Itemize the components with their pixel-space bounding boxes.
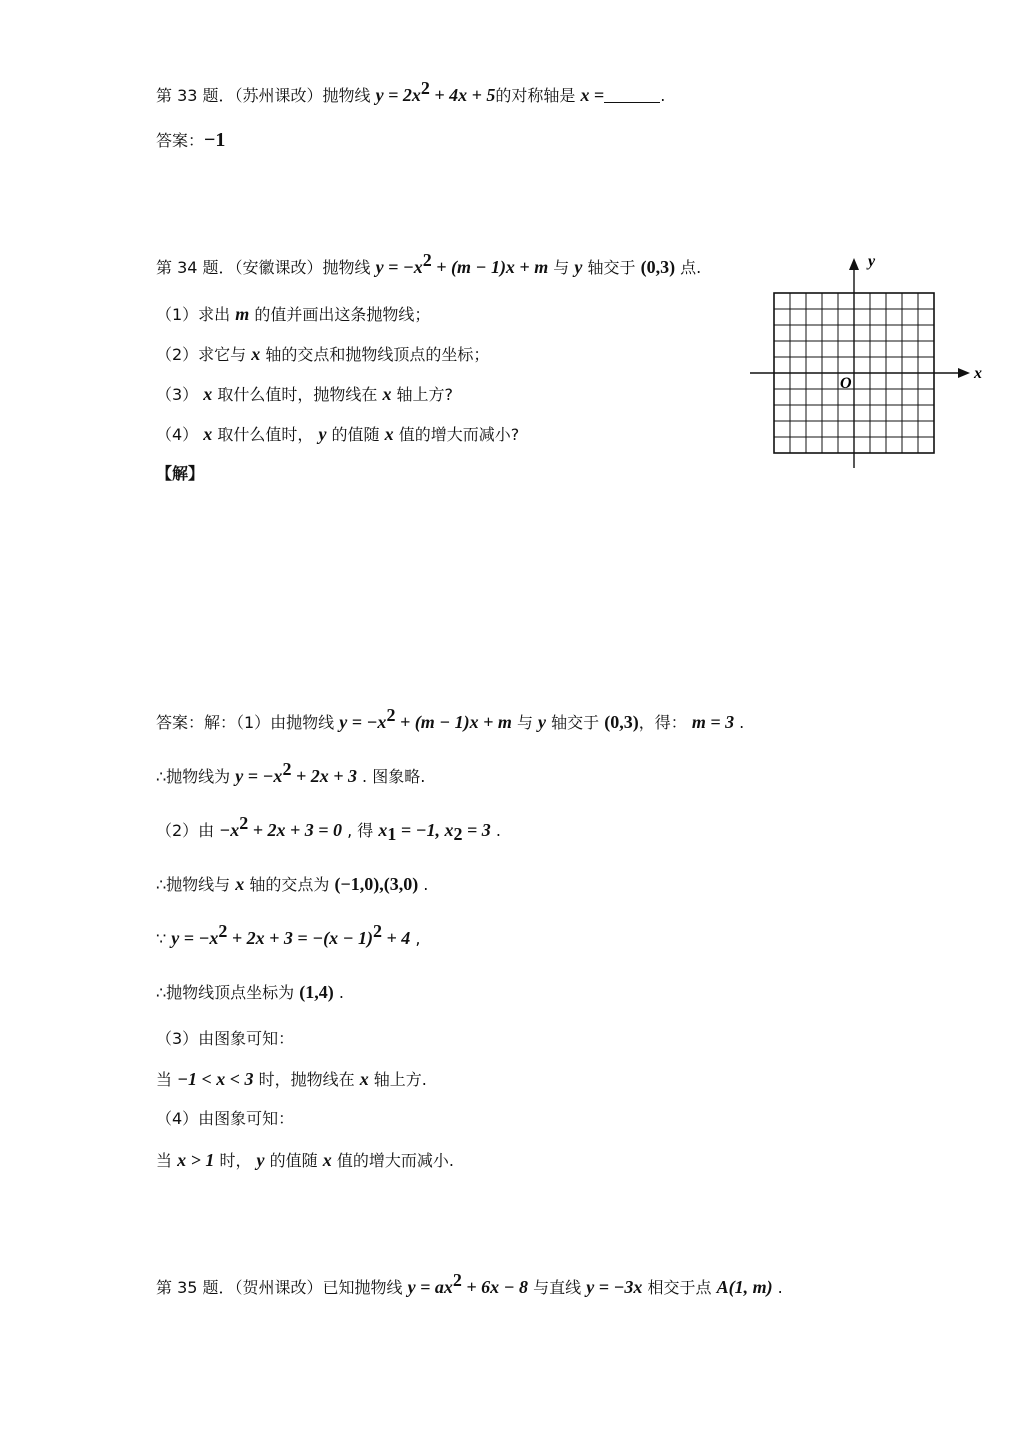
ans34-l5-text-b: , — [410, 929, 421, 948]
q35-point: A(1, m) — [716, 1277, 773, 1297]
ans34-l10-text-c: 的值随 — [264, 1151, 323, 1170]
ans34-l3-eq: −x — [219, 820, 240, 840]
q34-sub4-x2: x — [384, 424, 394, 444]
q33-period: . — [660, 86, 666, 105]
ans34-l6-point: (1,4) — [299, 982, 334, 1002]
ans34-line5 — [156, 921, 421, 951]
ans34-l5-because: ∵ — [156, 929, 172, 948]
q34-sub3-text-b: 取什么值时，抛物线在 — [212, 385, 383, 404]
ans34-line7: （3）由图象可知： — [156, 1029, 295, 1048]
ans34-line10 — [156, 1148, 454, 1173]
ans34-l6-text-a: ∴抛物线顶点坐标为 — [156, 983, 300, 1002]
ans34-l5-exp: 2 — [218, 921, 228, 941]
ans34-l4-text-c: . — [418, 875, 429, 894]
ans34-l3-exp: 2 — [239, 813, 249, 833]
q33-eq-sign: = — [589, 85, 605, 105]
q34-eq-main: y = −x — [375, 257, 423, 277]
ans34-l1-text-c: 轴交于 — [546, 713, 605, 732]
q34-line — [156, 250, 702, 280]
ans34-l1-text-e: . — [734, 713, 745, 732]
ans34-l5-eq3: + 4 — [382, 928, 411, 948]
ans34-l3-text-b: , 得 — [341, 821, 379, 840]
q33-eq-main: y = 2x — [375, 85, 421, 105]
q34-suffix: 点. — [675, 258, 702, 277]
ans34-l2-text-a: ∴抛物线为 — [156, 767, 236, 786]
q34-prefix: 第 34 题．（安徽课改）抛物线 — [156, 258, 376, 277]
q34-sub3 — [156, 382, 453, 407]
ans34-l8-eq: −1 < x < 3 — [177, 1069, 254, 1089]
ans34-l1-point: (0,3) — [604, 712, 639, 732]
ans34-l6-text-b: . — [333, 983, 344, 1002]
ans34-l10-text-b: 时， — [214, 1151, 257, 1170]
q34-mid: 与 — [548, 258, 575, 277]
ans34-l10-x: x — [322, 1150, 332, 1170]
q33-blank[interactable] — [604, 86, 660, 103]
ans34-l8-text-b: 时，抛物线在 — [253, 1070, 360, 1089]
q35-eq-rest: + 6x − 8 — [461, 1277, 529, 1297]
q34-eq-rest: + (m − 1)x + m — [431, 257, 549, 277]
q35-mid2: 相交于点 — [642, 1278, 717, 1297]
ans34-l3-x2: x — [444, 820, 454, 840]
ans34-l3-x1: x — [378, 820, 388, 840]
q33-line — [156, 78, 666, 108]
ans34-l5-eq: y = −x — [171, 928, 219, 948]
ans34-l2-exp: 2 — [282, 759, 292, 779]
ans34-l3-text-c: . — [490, 821, 501, 840]
q34-sub2 — [156, 342, 489, 367]
ans34-l10-text-a: 当 — [156, 1151, 178, 1170]
q35-eq-main: y = ax — [407, 1277, 453, 1297]
q35-mid: 与直线 — [528, 1278, 587, 1297]
q34-sub3-text-a: （3） — [156, 385, 204, 404]
ans34-l8-text-c: 轴上方. — [368, 1070, 427, 1089]
ans34-l3-sub2: 2 — [453, 824, 463, 844]
ans34-l8-text-a: 当 — [156, 1070, 178, 1089]
ans34-line9: （4）由图象可知： — [156, 1109, 295, 1128]
ans34-l3-val1: = −1, — [396, 820, 445, 840]
ans34-line3 — [156, 813, 501, 844]
ans34-l3-val2: = 3 — [462, 820, 491, 840]
ans34-line6 — [156, 980, 344, 1005]
coordinate-grid-figure — [744, 250, 984, 472]
ans34-l1-exp: 2 — [386, 705, 396, 725]
q34-sub4-text-a: （4） — [156, 425, 204, 444]
q34-sub1-text-a: （1）求出 — [156, 305, 236, 324]
ans34-l1-text-d: ，得： — [638, 713, 692, 732]
q33-answer-line — [156, 128, 225, 153]
ans34-l8-x: x — [359, 1069, 369, 1089]
q35-line — [156, 1270, 783, 1300]
ans34-l3-sub1: 1 — [387, 824, 397, 844]
q35-prefix: 第 35 题．（贺州课改）已知抛物线 — [156, 1278, 408, 1297]
ans34-line1 — [156, 705, 745, 735]
y-axis-label: y — [868, 253, 876, 270]
q34-yvar: y — [574, 257, 583, 277]
ans34-l3-eq2: + 2x + 3 = 0 — [248, 820, 342, 840]
q34-sub1-m: m — [235, 304, 250, 324]
origin-label: O — [840, 375, 852, 392]
ans34-l1-result: m = 3 — [691, 712, 735, 732]
ans34-l4-text-a: ∴抛物线与 — [156, 875, 236, 894]
ans34-l2-eq2: + 2x + 3 — [291, 766, 357, 786]
ans34-l1-eq: y = −x — [339, 712, 387, 732]
ans34-l4-text-b: 轴的交点为 — [244, 875, 335, 894]
q33-answer-label: 答案： — [156, 131, 205, 150]
q35-eq-exp: 2 — [452, 1270, 462, 1290]
ans34-l2-eq: y = −x — [235, 766, 283, 786]
q34-eq-exp: 2 — [422, 250, 432, 270]
q34-point: (0,3) — [640, 257, 676, 277]
q35-line-eq: y = −3x — [586, 1277, 643, 1297]
ans34-l2-text-b: . 图象略. — [356, 767, 426, 786]
q34-sub3-x: x — [203, 384, 213, 404]
q33-eq-rest: + 4x + 5 — [429, 85, 496, 105]
ans34-l1-y: y — [538, 712, 547, 732]
q34-sub3-text-c: 轴上方? — [391, 385, 454, 404]
q34-sub4-text-b: 取什么值时， — [212, 425, 319, 444]
x-axis-label: x — [974, 365, 982, 382]
ans34-l4-points: (−1,0),(3,0) — [334, 874, 419, 894]
ans34-l5-exp2: 2 — [373, 921, 382, 941]
q34-sub4-y: y — [318, 424, 327, 444]
q34-sub3-x2: x — [382, 384, 392, 404]
q34-sub2-text-b: 轴的交点和抛物线顶点的坐标； — [260, 345, 490, 364]
ans34-l3-text-a: （2）由 — [156, 821, 220, 840]
ans34-line8 — [156, 1067, 427, 1092]
q34-sub1-text-b: 的值并画出这条抛物线； — [249, 305, 431, 324]
ans34-l10-eq: x > 1 — [177, 1150, 215, 1170]
q34-mid2: 轴交于 — [582, 258, 641, 277]
ans34-l1-text-b: 与 — [511, 713, 539, 732]
ans34-line4 — [156, 872, 428, 897]
q33-var: x — [580, 85, 590, 105]
q34-sub1 — [156, 302, 430, 327]
ans34-l10-text-d: 值的增大而减小. — [331, 1151, 454, 1170]
q34-sub2-x: x — [251, 344, 261, 364]
ans34-l1-eq2: + (m − 1)x + m — [395, 712, 512, 732]
q34-sub4-x: x — [203, 424, 213, 444]
q34-sub2-text-a: （2）求它与 — [156, 345, 252, 364]
ans34-l5-eq2: + 2x + 3 = −(x − 1) — [227, 928, 373, 948]
ans34-l1-text-a: 答案：解：（1）由抛物线 — [156, 713, 340, 732]
q34-solve-label: 【解】 — [156, 464, 205, 483]
q33-prefix: 第 33 题．（苏州课改）抛物线 — [156, 86, 376, 105]
ans34-line2 — [156, 759, 426, 789]
x-axis-arrow-icon — [958, 368, 970, 378]
q33-mid: 的对称轴是 — [495, 86, 581, 105]
q33-eq-exp: 2 — [420, 78, 430, 98]
y-axis-arrow-icon — [849, 258, 859, 270]
q34-sub4 — [156, 422, 519, 447]
ans34-l4-x: x — [235, 874, 245, 894]
ans34-l10-y: y — [256, 1150, 265, 1170]
q33-answer-value: −1 — [204, 129, 226, 151]
q34-sub4-text-c: 的值随 — [326, 425, 385, 444]
q34-sub4-text-d: 值的增大而减小? — [393, 425, 520, 444]
q35-suffix: . — [772, 1278, 783, 1297]
